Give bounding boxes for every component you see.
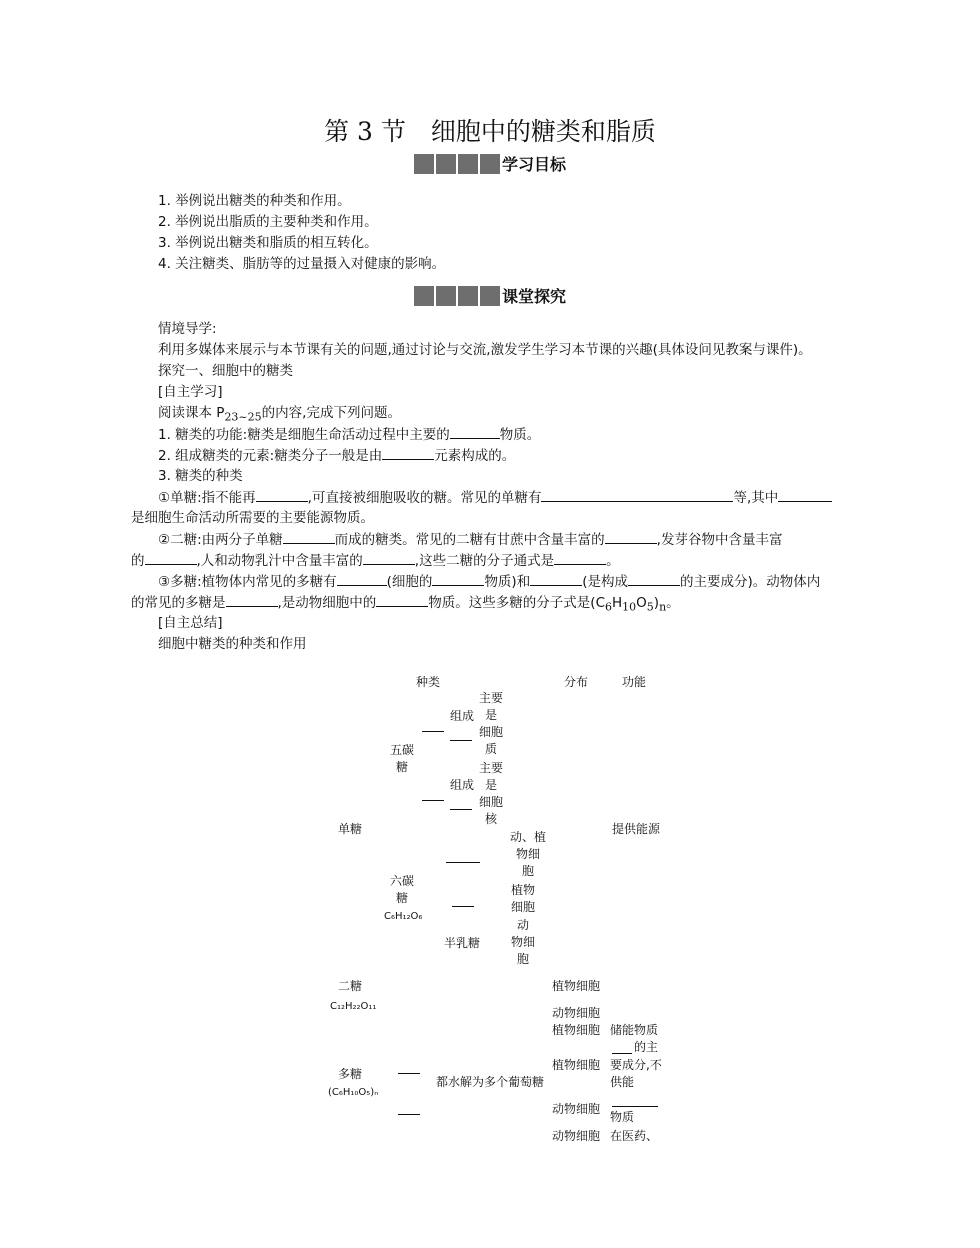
section-marker-blocks [414, 153, 502, 174]
answer-blank[interactable] [226, 593, 278, 607]
text-line: [自主总结] [158, 615, 223, 631]
section-title: 课堂探究 [501, 287, 566, 306]
text: ) [653, 595, 660, 611]
substance-label: 物质 [610, 1110, 635, 1124]
header-kind: 种类 [416, 675, 441, 689]
plant-cell: 植物 细胞 [510, 883, 535, 914]
text: ,可直接被细胞吸收的糖。常见的单糖有 [307, 490, 542, 506]
answer-blank[interactable] [554, 551, 606, 565]
mainly-cytoplasm: 主要 是 细胞 质 [478, 691, 503, 756]
section-class-inquiry [0, 284, 980, 307]
text-line: [自主学习] [158, 384, 223, 400]
goal-item: 2. 举例说出脂质的主要种类和作用。 [158, 214, 378, 230]
answer-blank[interactable] [422, 800, 444, 801]
text: 阅读课本 P [158, 405, 225, 421]
answer-blank[interactable] [337, 572, 387, 586]
answer-blank[interactable] [450, 425, 500, 439]
text: ,这些二糖的分子通式是 [414, 553, 555, 569]
header-function: 功能 [622, 675, 647, 689]
goal-item: 3. 举例说出糖类和脂质的相互转化。 [158, 235, 378, 251]
answer-blank[interactable] [145, 551, 197, 565]
text: ①单糖:指不能再 [158, 490, 256, 506]
answer-blank[interactable] [382, 446, 434, 460]
goal-item: 4. 关注糖类、脂肪等的过量摄入对健康的影响。 [158, 256, 446, 272]
text: 等,其中 [733, 490, 779, 506]
subscript: 6 [605, 600, 612, 614]
main-component: 的主 [634, 1040, 659, 1054]
answer-blank[interactable] [422, 731, 444, 732]
text: ③多糖:植物体内常见的多糖有 [158, 574, 337, 590]
text: 1. 糖类的功能:糖类是细胞生命活动过程中主要的 [158, 427, 450, 443]
text-line [158, 425, 540, 444]
answer-blank[interactable] [256, 488, 308, 502]
subscript: 5 [646, 600, 654, 614]
animal-cell: 动 物细 胞 [510, 918, 535, 966]
text: 物质。 [499, 427, 541, 443]
text: 。 [666, 595, 680, 611]
compose-label: 组成 [450, 778, 475, 792]
text: 而成的糖类。常见的二糖有甘蔗中含量丰富的 [334, 532, 605, 548]
text-line [158, 530, 782, 549]
animal-plant-cells: 动、植 物细 胞 [509, 830, 546, 878]
text-line [158, 446, 515, 465]
text: 的 [131, 553, 145, 569]
monosaccharide-label: 单糖 [338, 822, 363, 836]
section-title: 学习目标 [501, 155, 566, 174]
answer-blank[interactable] [363, 551, 415, 565]
text-line: 是细胞生命活动所需要的主要能源物质。 [131, 510, 374, 526]
page-title: 第 3 节 细胞中的糖类和脂质 [324, 117, 656, 146]
text: 。 [606, 553, 620, 569]
text: (是构成 [582, 574, 628, 590]
hexose-label: 六碳 糖 [389, 874, 414, 905]
text: 元素构成的。 [434, 448, 516, 464]
answer-blank[interactable] [605, 530, 657, 544]
section-marker-blocks [414, 285, 502, 306]
answer-blank[interactable] [450, 740, 472, 741]
text-line: 情境导学: [158, 321, 217, 337]
text: 物质。这些多糖的分子式是(C [428, 595, 605, 611]
hexose-formula: C₆H₁₂O₆ [384, 911, 423, 922]
answer-blank[interactable] [612, 1053, 632, 1054]
text-line: 利用多媒体来展示与本节课有关的问题,通过讨论与交流,激发学生学习本节课的兴趣(具体设问见教案与课件)。 [158, 342, 812, 358]
answer-blank[interactable] [612, 1106, 658, 1107]
answer-blank[interactable] [446, 862, 480, 863]
disaccharide-formula: C₁₂H₂₂O₁₁ [330, 1001, 377, 1012]
answer-blank[interactable] [283, 530, 335, 544]
subscript: n [659, 600, 667, 614]
text: 的主要成分)。动物体内 [680, 574, 821, 590]
subscript: 10 [622, 600, 637, 614]
animal-cell: 动物细胞 [552, 1102, 601, 1116]
animal-cell: 动物细胞 [552, 1129, 601, 1143]
page-range: 23~25 [224, 410, 262, 424]
answer-blank[interactable] [398, 1114, 420, 1115]
plant-cell: 植物细胞 [552, 979, 601, 993]
galactose-label: 半乳糖 [444, 936, 481, 950]
answer-blank[interactable] [530, 572, 582, 586]
text: ,是动物细胞中的 [277, 595, 377, 611]
pentose-label: 五碳 糖 [389, 743, 414, 774]
header-distribution: 分布 [564, 675, 589, 689]
answer-blank[interactable] [452, 906, 474, 907]
text-line: 3. 糖类的种类 [158, 468, 243, 484]
answer-blank[interactable] [398, 1073, 420, 1074]
answer-blank[interactable] [541, 488, 733, 502]
text: (细胞的 [386, 574, 433, 590]
answer-blank[interactable] [376, 593, 428, 607]
text: 2. 组成糖类的元素:糖类分子一般是由 [158, 448, 383, 464]
energy-storage: 储能物质 [610, 1023, 659, 1037]
animal-cell: 动物细胞 [552, 1006, 601, 1020]
text-line: 细胞中糖类的种类和作用 [158, 636, 307, 652]
medicine-note: 在医药、 [610, 1129, 659, 1143]
plant-cell: 植物细胞 [552, 1023, 601, 1037]
text: ,人和动物乳汁中含量丰富的 [196, 553, 363, 569]
disaccharide-label: 二糖 [338, 979, 363, 993]
compose-label: 组成 [450, 709, 475, 723]
polysaccharide-formula: (C₆H₁₀O₅)ₙ [328, 1087, 379, 1098]
text: ②二糖:由两分子单糖 [158, 532, 283, 548]
text: 的内容,完成下列问题。 [261, 405, 401, 421]
answer-blank[interactable] [628, 572, 680, 586]
text: 的常见的多糖是 [131, 595, 226, 611]
text-line [158, 572, 820, 591]
text-line [158, 488, 832, 507]
answer-blank[interactable] [432, 572, 484, 586]
hydrolysis-note: 都水解为多个葡萄糖 [436, 1075, 545, 1089]
text: H [612, 595, 623, 611]
text: ,发芽谷物中含量丰富 [656, 532, 783, 548]
answer-blank[interactable] [778, 488, 832, 502]
text-line: 探究一、细胞中的糖类 [158, 363, 293, 379]
text-line [158, 404, 401, 427]
plant-cell: 植物细胞 [552, 1058, 601, 1072]
section-learning-goals [0, 152, 980, 175]
text: 物质)和 [484, 574, 531, 590]
main-component-no-energy: 要成分,不 供能 [610, 1058, 662, 1089]
text: O [636, 595, 647, 611]
answer-blank[interactable] [450, 809, 472, 810]
text-line [131, 551, 620, 570]
goal-item: 1. 举例说出糖类的种类和作用。 [158, 193, 351, 209]
mainly-nucleus: 主要 是 细胞 核 [478, 761, 503, 826]
polysaccharide-label: 多糖 [338, 1067, 363, 1081]
energy-function: 提供能源 [612, 822, 661, 836]
